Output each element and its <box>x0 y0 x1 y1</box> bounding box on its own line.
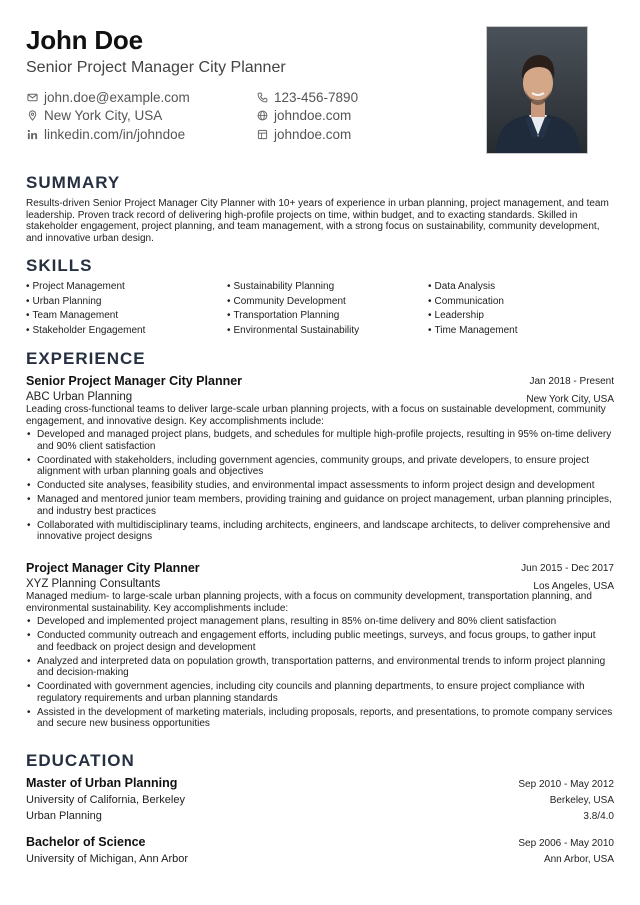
linkedin-icon <box>26 128 38 140</box>
job-dates: Jun 2015 - Dec 2017 <box>521 563 614 574</box>
job-entry <box>26 374 614 545</box>
skill-item: • Team Management <box>26 310 227 325</box>
job-company: ABC Urban Planning <box>26 391 133 403</box>
skill-item: • Community Development <box>227 296 428 311</box>
field-of-study: Urban Planning <box>26 810 102 822</box>
skill-item: • Stakeholder Engagement <box>26 325 227 340</box>
contact-phone-text: 123-456-7890 <box>274 89 359 105</box>
job-bullet: • Analyzed and interpreted data on population growth, transportation patterns, and environmental trends to inform project planning and decision-making <box>26 656 614 679</box>
skills-list <box>26 281 614 339</box>
skill-item: • Leadership <box>428 310 614 325</box>
gpa: 3.8/4.0 <box>583 811 614 822</box>
globe-icon <box>256 110 268 122</box>
education-entry <box>26 835 614 867</box>
skill-item: • Communication <box>428 296 614 311</box>
school-name: University of Michigan, Ann Arbor <box>26 853 189 865</box>
contact-website-text: johndoe.com <box>274 108 352 124</box>
education-heading: EDUCATION <box>26 751 135 770</box>
email-icon <box>26 91 38 103</box>
job-description: Managed medium- to large-scale urban planning projects, with a focus on community development, transportation planning, and environmental sustainability. Key accomplishments include: <box>26 591 592 614</box>
contact-list-left <box>26 88 190 144</box>
skill-item: • Urban Planning <box>26 296 227 311</box>
school-location: Berkeley, USA <box>549 795 614 806</box>
contact-portfolio-text: johndoe.com <box>274 126 352 142</box>
job-dates: Jan 2018 - Present <box>529 376 614 387</box>
contact-website[interactable] <box>256 107 358 126</box>
contact-email-text: john.doe@example.com <box>44 89 190 105</box>
education-dates: Sep 2010 - May 2012 <box>518 779 614 790</box>
school-name: University of California, Berkeley <box>26 794 185 806</box>
job-bullet: • Developed and managed project plans, budgets, and schedules for multiple high-profile projects, resulting in 95% on-time delivery and 90% client satisfaction <box>26 429 614 452</box>
contact-location <box>26 107 190 126</box>
degree-title: Master of Urban Planning <box>26 776 178 790</box>
school-location: Ann Arbor, USA <box>543 854 614 865</box>
contact-location-text: New York City, USA <box>44 108 163 124</box>
contact-email[interactable] <box>26 88 190 107</box>
job-bullet: • Developed and implemented project management plans, resulting in 85% on-time delivery and 80% client satisfaction <box>26 616 614 628</box>
skill-item: • Sustainability Planning <box>227 281 428 296</box>
job-location: Los Angeles, USA <box>533 581 614 592</box>
contact-portfolio[interactable] <box>256 125 358 144</box>
skill-item: • Time Management <box>428 325 614 340</box>
job-title: Project Manager City Planner <box>26 561 200 575</box>
candidate-name: John Doe <box>26 25 143 55</box>
job-bullets <box>26 616 614 730</box>
job-bullet: • Conducted site analyses, feasibility studies, and environmental impact assessments to inform project design and development <box>26 480 614 492</box>
contact-linkedin-text: linkedin.com/in/johndoe <box>44 126 186 142</box>
contact-phone[interactable] <box>256 88 358 107</box>
skills-heading: SKILLS <box>26 256 93 275</box>
education-entry <box>26 776 614 824</box>
job-bullet: • Coordinated with government agencies, including city councils and planning departments, to ensure project compliance with regulatory requirements and urban planning standards <box>26 681 614 704</box>
education-dates: Sep 2006 - May 2010 <box>518 838 614 849</box>
phone-icon <box>256 91 268 103</box>
skill-item: • Data Analysis <box>428 281 614 296</box>
skill-item: • Transportation Planning <box>227 310 428 325</box>
job-location: New York City, USA <box>526 394 614 405</box>
skill-item: • Environmental Sustainability <box>227 325 428 340</box>
job-bullet: • Assisted in the development of marketing materials, including proposals, reports, and presentations, to promote company services and secure new business opportunities <box>26 707 614 730</box>
candidate-title: Senior Project Manager City Planner <box>26 59 286 76</box>
location-icon <box>26 110 38 122</box>
job-description: Leading cross-functional teams to deliver large-scale urban planning projects, with a focus on sustainable development, community engagement, and innovative design. Key accomplishments include: <box>26 404 606 427</box>
contact-list-right <box>256 88 358 144</box>
summary-heading: SUMMARY <box>26 173 121 192</box>
skill-item: • Project Management <box>26 281 227 296</box>
job-bullets <box>26 429 614 543</box>
degree-title: Bachelor of Science <box>26 835 146 849</box>
job-bullet: • Collaborated with multidisciplinary teams, including architects, engineers, and landscape architects, to deliver comprehensive and innovative project designs <box>26 520 614 543</box>
job-bullet: • Conducted community outreach and engagement efforts, including public meetings, surveys, and focus groups, to gather input and feedback on project design and development <box>26 630 614 653</box>
portfolio-icon <box>256 128 268 140</box>
job-company: XYZ Planning Consultants <box>26 578 161 590</box>
experience-heading: EXPERIENCE <box>26 349 146 368</box>
contact-linkedin[interactable] <box>26 125 190 144</box>
summary-text: Results-driven Senior Project Manager City Planner with 10+ years of experience in urban planning, project management, and team leadership. Proven track record of delivering high-profile projects on time, within budget, and to exacting standards. Skilled in stakeholder engagement, project planning, and team management, with a strong focus on sustainability, community development, and innovative urban design. <box>26 198 609 244</box>
job-entry <box>26 561 614 732</box>
job-bullet: • Coordinated with stakeholders, including government agencies, community groups, and private developers, to ensure project alignment with urban planning goals and objectives <box>26 455 614 478</box>
job-bullet: • Managed and mentored junior team members, providing training and guidance on project management, urban planning principles, and industry best practices <box>26 494 614 517</box>
profile-photo <box>486 26 588 154</box>
job-title: Senior Project Manager City Planner <box>26 374 243 388</box>
